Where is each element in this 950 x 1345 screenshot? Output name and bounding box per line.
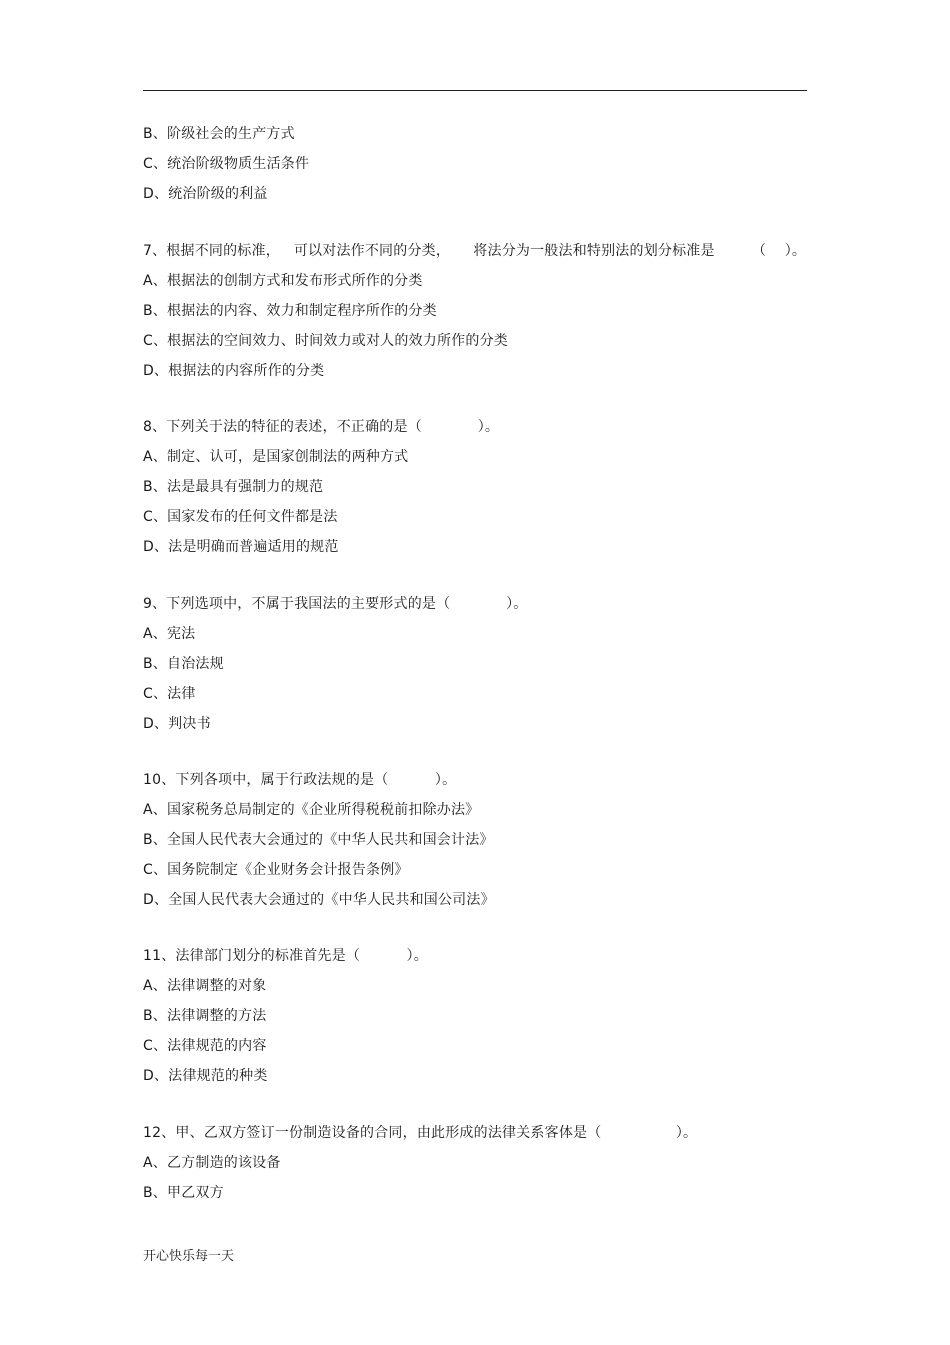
q8-stem: 8、下列关于法的特征的表述，不正确的是（ ）。 [143,419,500,435]
q10-option-d: D、全国人民代表大会通过的《中华人民共和国公司法》 [143,892,495,908]
q8-option-b: B、法是最具有强制力的规范 [143,479,324,495]
q7-option-a: A、根据法的创制方式和发布形式所作的分类 [143,273,423,289]
q11-option-a: A、法律调整的对象 [143,978,267,994]
q9-stem: 9、下列选项中，不属于我国法的主要形式的是（ ）。 [143,596,528,612]
q12-option-b: B、甲乙双方 [143,1185,224,1201]
q7-option-c: C、根据法的空间效力、时间效力或对人的效力所作的分类 [143,333,508,349]
q7-option-d: D、根据法的内容所作的分类 [143,363,325,379]
header-rule [143,90,807,91]
q8-option-d: D、法是明确而普遍适用的规范 [143,539,339,555]
q10-option-b: B、全国人民代表大会通过的《中华人民共和国会计法》 [143,832,494,848]
q11-stem: 11、法律部门划分的标准首先是（ ）。 [143,948,428,964]
q7-stem: 7、根据不同的标准， 可以对法作不同的分类， 将法分为一般法和特别法的划分标准是 （ ）。 [143,243,807,259]
q6-option-b: B、阶级社会的生产方式 [143,126,295,142]
page-footer: 开心快乐每一天 [143,1249,235,1264]
q12-stem: 12、甲、乙双方签订一份制造设备的合同，由此形成的法律关系客体是（ ）。 [143,1125,698,1141]
q12-option-a: A、乙方制造的该设备 [143,1155,281,1171]
q11-option-c: C、法律规范的内容 [143,1038,267,1054]
q6-option-c: C、统治阶级物质生活条件 [143,156,310,172]
q9-option-c: C、法律 [143,686,196,702]
q7-option-b: B、根据法的内容、效力和制定程序所作的分类 [143,303,437,319]
q8-option-c: C、国家发布的任何文件都是法 [143,509,338,525]
q11-option-d: D、法律规范的种类 [143,1068,268,1084]
q11-option-b: B、法律调整的方法 [143,1008,267,1024]
q10-stem: 10、下列各项中，属于行政法规的是（ ）。 [143,772,457,788]
q10-option-c: C、国务院制定《企业财务会计报告条例》 [143,862,409,878]
q6-option-d: D、统治阶级的利益 [143,186,268,202]
q9-option-d: D、判决书 [143,716,211,732]
q8-option-a: A、制定、认可，是国家创制法的两种方式 [143,449,409,465]
q9-option-b: B、自治法规 [143,656,224,672]
q10-option-a: A、国家税务总局制定的《企业所得税税前扣除办法》 [143,802,480,818]
q9-option-a: A、宪法 [143,626,196,642]
